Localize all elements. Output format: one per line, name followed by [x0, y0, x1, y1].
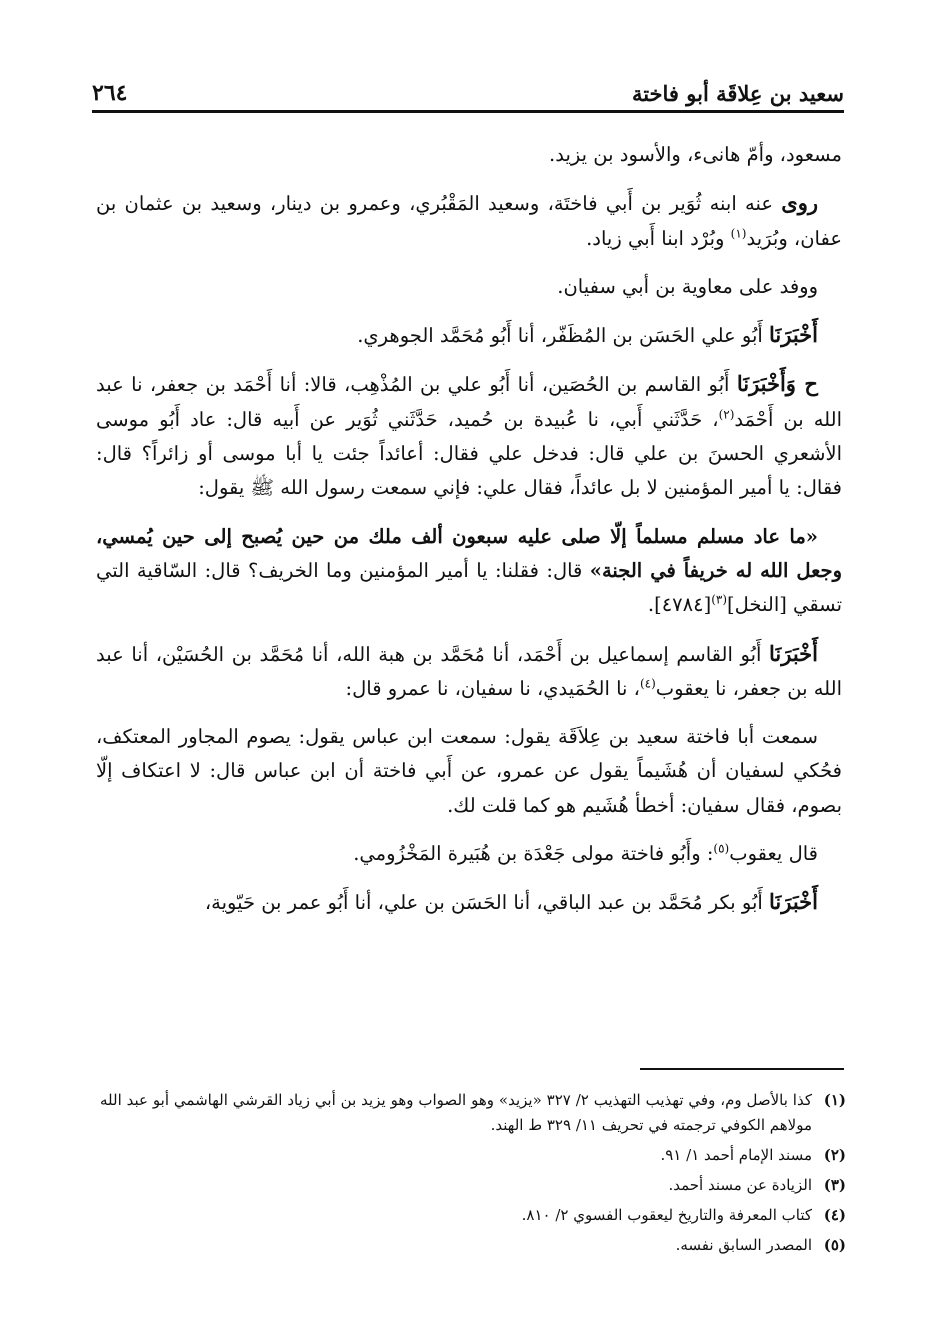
footnote — [100, 1233, 846, 1258]
footnote-number: (٢) — [823, 1146, 846, 1164]
paragraph — [96, 885, 842, 920]
paragraph — [96, 837, 842, 871]
hadith-text: «ما عاد مسلم مسلماً إلّا صلى عليه سبعون ألف ملك من حين يُصبح إلى حين يُمسي، وجعل الله له خريفاً في الجنة» — [96, 524, 842, 582]
footnotes — [100, 1088, 846, 1263]
footnote-separator — [640, 1068, 844, 1070]
footnote — [100, 1088, 846, 1138]
page-number: ٢٦٤ — [92, 80, 128, 106]
footnote — [100, 1143, 846, 1168]
isnad-keyword: أَخْبَرَنَا — [769, 640, 818, 666]
footnote-text: مسند الإمام أحمد ١/ ٩١. — [660, 1146, 812, 1164]
footnote-text: كذا بالأصل وم، وفي تهذيب التهذيب ٢/ ٣٢٧ «يزيد» وهو الصواب وهو يزيد بن أبي زياد القرشي الهاشمي أبو عبد الله مولاهم الكوفي ترجمته في تحريف ١١/ ٣٢٩ ط الهند. — [100, 1091, 812, 1134]
text-run: ، حَدَّثَني أَبي، نا عُبيدة بن حُميد، حَدَّثَني ثُوَير عن أَبيه قال: عاد أَبُو موسى الأشعري الحسنَ بن علي قال: فدخل علي فقال: أعائداً جئت يا أبا موسى أو زائراً؟ قال: فقال: يا أمير المؤمنين لا بل عائداً، فقال علي: فإني سمعت رسول الله ﷺ يقول: — [96, 407, 842, 500]
footnote-number: (٥) — [823, 1236, 846, 1254]
text-run: مسعود، وأمّ هانىء، والأسود بن يزيد. — [549, 143, 842, 166]
isnad-keyword: أَخْبَرَنَا — [769, 889, 818, 915]
isnad-keyword: أَخْبَرَنَا — [769, 322, 818, 348]
paragraph — [96, 720, 842, 823]
text-run: عنه ابنه ثُوَير بن أَبي فاختَة، وسعيد المَقْبُري، وعمرو بن دينار، وسعيد بن عثمان بن عفان، وبُرَيد — [96, 192, 842, 250]
paragraph — [96, 318, 842, 353]
footnote-number: (١) — [823, 1091, 846, 1109]
footnote-marker: (٥) — [713, 841, 730, 856]
text-run: ووفد على معاوية بن أبي سفيان. — [557, 274, 818, 298]
text-run: أَبُو بكر مُحَمَّد بن عبد الباقي، أنا الحَسَن بن علي، أنا أَبُو عمر بن حَيّوية، — [204, 891, 770, 915]
paragraph — [96, 186, 842, 256]
text-run: قال: فقلنا: يا أمير المؤمنين وما الخريف؟ قال: السّاقية التي تسقي [النخل] — [96, 558, 842, 617]
footnote-marker: (٤) — [639, 676, 656, 691]
text-run: قال يعقوب — [729, 842, 818, 866]
text-run: : وأَبُو فاختة مولى جَعْدَة بن هُبَيرة المَخْزُومي. — [353, 842, 714, 866]
paragraph — [96, 138, 842, 172]
footnote-marker: (١) — [730, 226, 747, 241]
paragraph — [96, 367, 842, 505]
footnote-text: كتاب المعرفة والتاريخ ليعقوب الفسوي ٢/ ٨١٠. — [521, 1206, 812, 1224]
header-rule — [92, 110, 844, 113]
footnote-text: الزيادة عن مسند أحمد. — [668, 1176, 812, 1194]
body-text — [96, 138, 842, 935]
footnote-text: المصدر السابق نفسه. — [675, 1236, 812, 1254]
text-run: سمعت أبا فاختة سعيد بن عِلاَقَة يقول: سمعت ابن عباس يقول: يصوم المجاور المعتكف، فحُكي لسفيان أن هُشَيماً يقول عن عمرو، عن أَبي فاختة أن ابن عباس قال: لا اعتكاف إلّا بصوم، فقال سفيان: أخطأ هُشَيم هو كما قلت لك. — [96, 725, 842, 817]
footnote — [100, 1203, 846, 1228]
footnote-marker: (٣) — [711, 592, 728, 607]
running-title: سعيد بن عِلاقَة أبو فاختة — [631, 81, 844, 106]
isnad-keyword: ح وَأَخْبَرَنَا — [736, 371, 818, 397]
paragraph — [96, 637, 842, 707]
paragraph — [96, 520, 842, 623]
text-run: وبُرْد ابنا أَبي زياد. — [586, 226, 731, 250]
footnote-marker: (٢) — [718, 407, 735, 422]
isnad-keyword: روى — [781, 190, 818, 216]
page-header — [92, 72, 844, 106]
footnote — [100, 1173, 846, 1198]
text-run: ، نا الحُمَيدي، نا سفيان، نا عمرو قال: — [345, 676, 640, 700]
text-run: أَبُو القاسم بن الحُصَين، أنا أَبُو علي بن المُذْهِب، قالا: أنا أَحْمَد بن جعفر، نا عبد الله بن أَحْمَد — [96, 373, 842, 431]
footnote-number: (٣) — [823, 1176, 846, 1194]
paragraph — [96, 270, 842, 304]
text-run: أَبُو علي الحَسَن بن المُظَفّر، أنا أَبُو مُحَمَّد الجوهري. — [357, 324, 770, 348]
text-run: [٤٧٨٤]. — [647, 593, 712, 617]
footnote-number: (٤) — [823, 1206, 846, 1224]
text-run: أَبُو القاسم إسماعيل بن أَحْمَد، أنا مُحَمَّد بن هبة الله، أنا مُحَمَّد بن الحُسَيْن، أنا عبد الله بن جعفر، نا يعقوب — [96, 642, 842, 700]
